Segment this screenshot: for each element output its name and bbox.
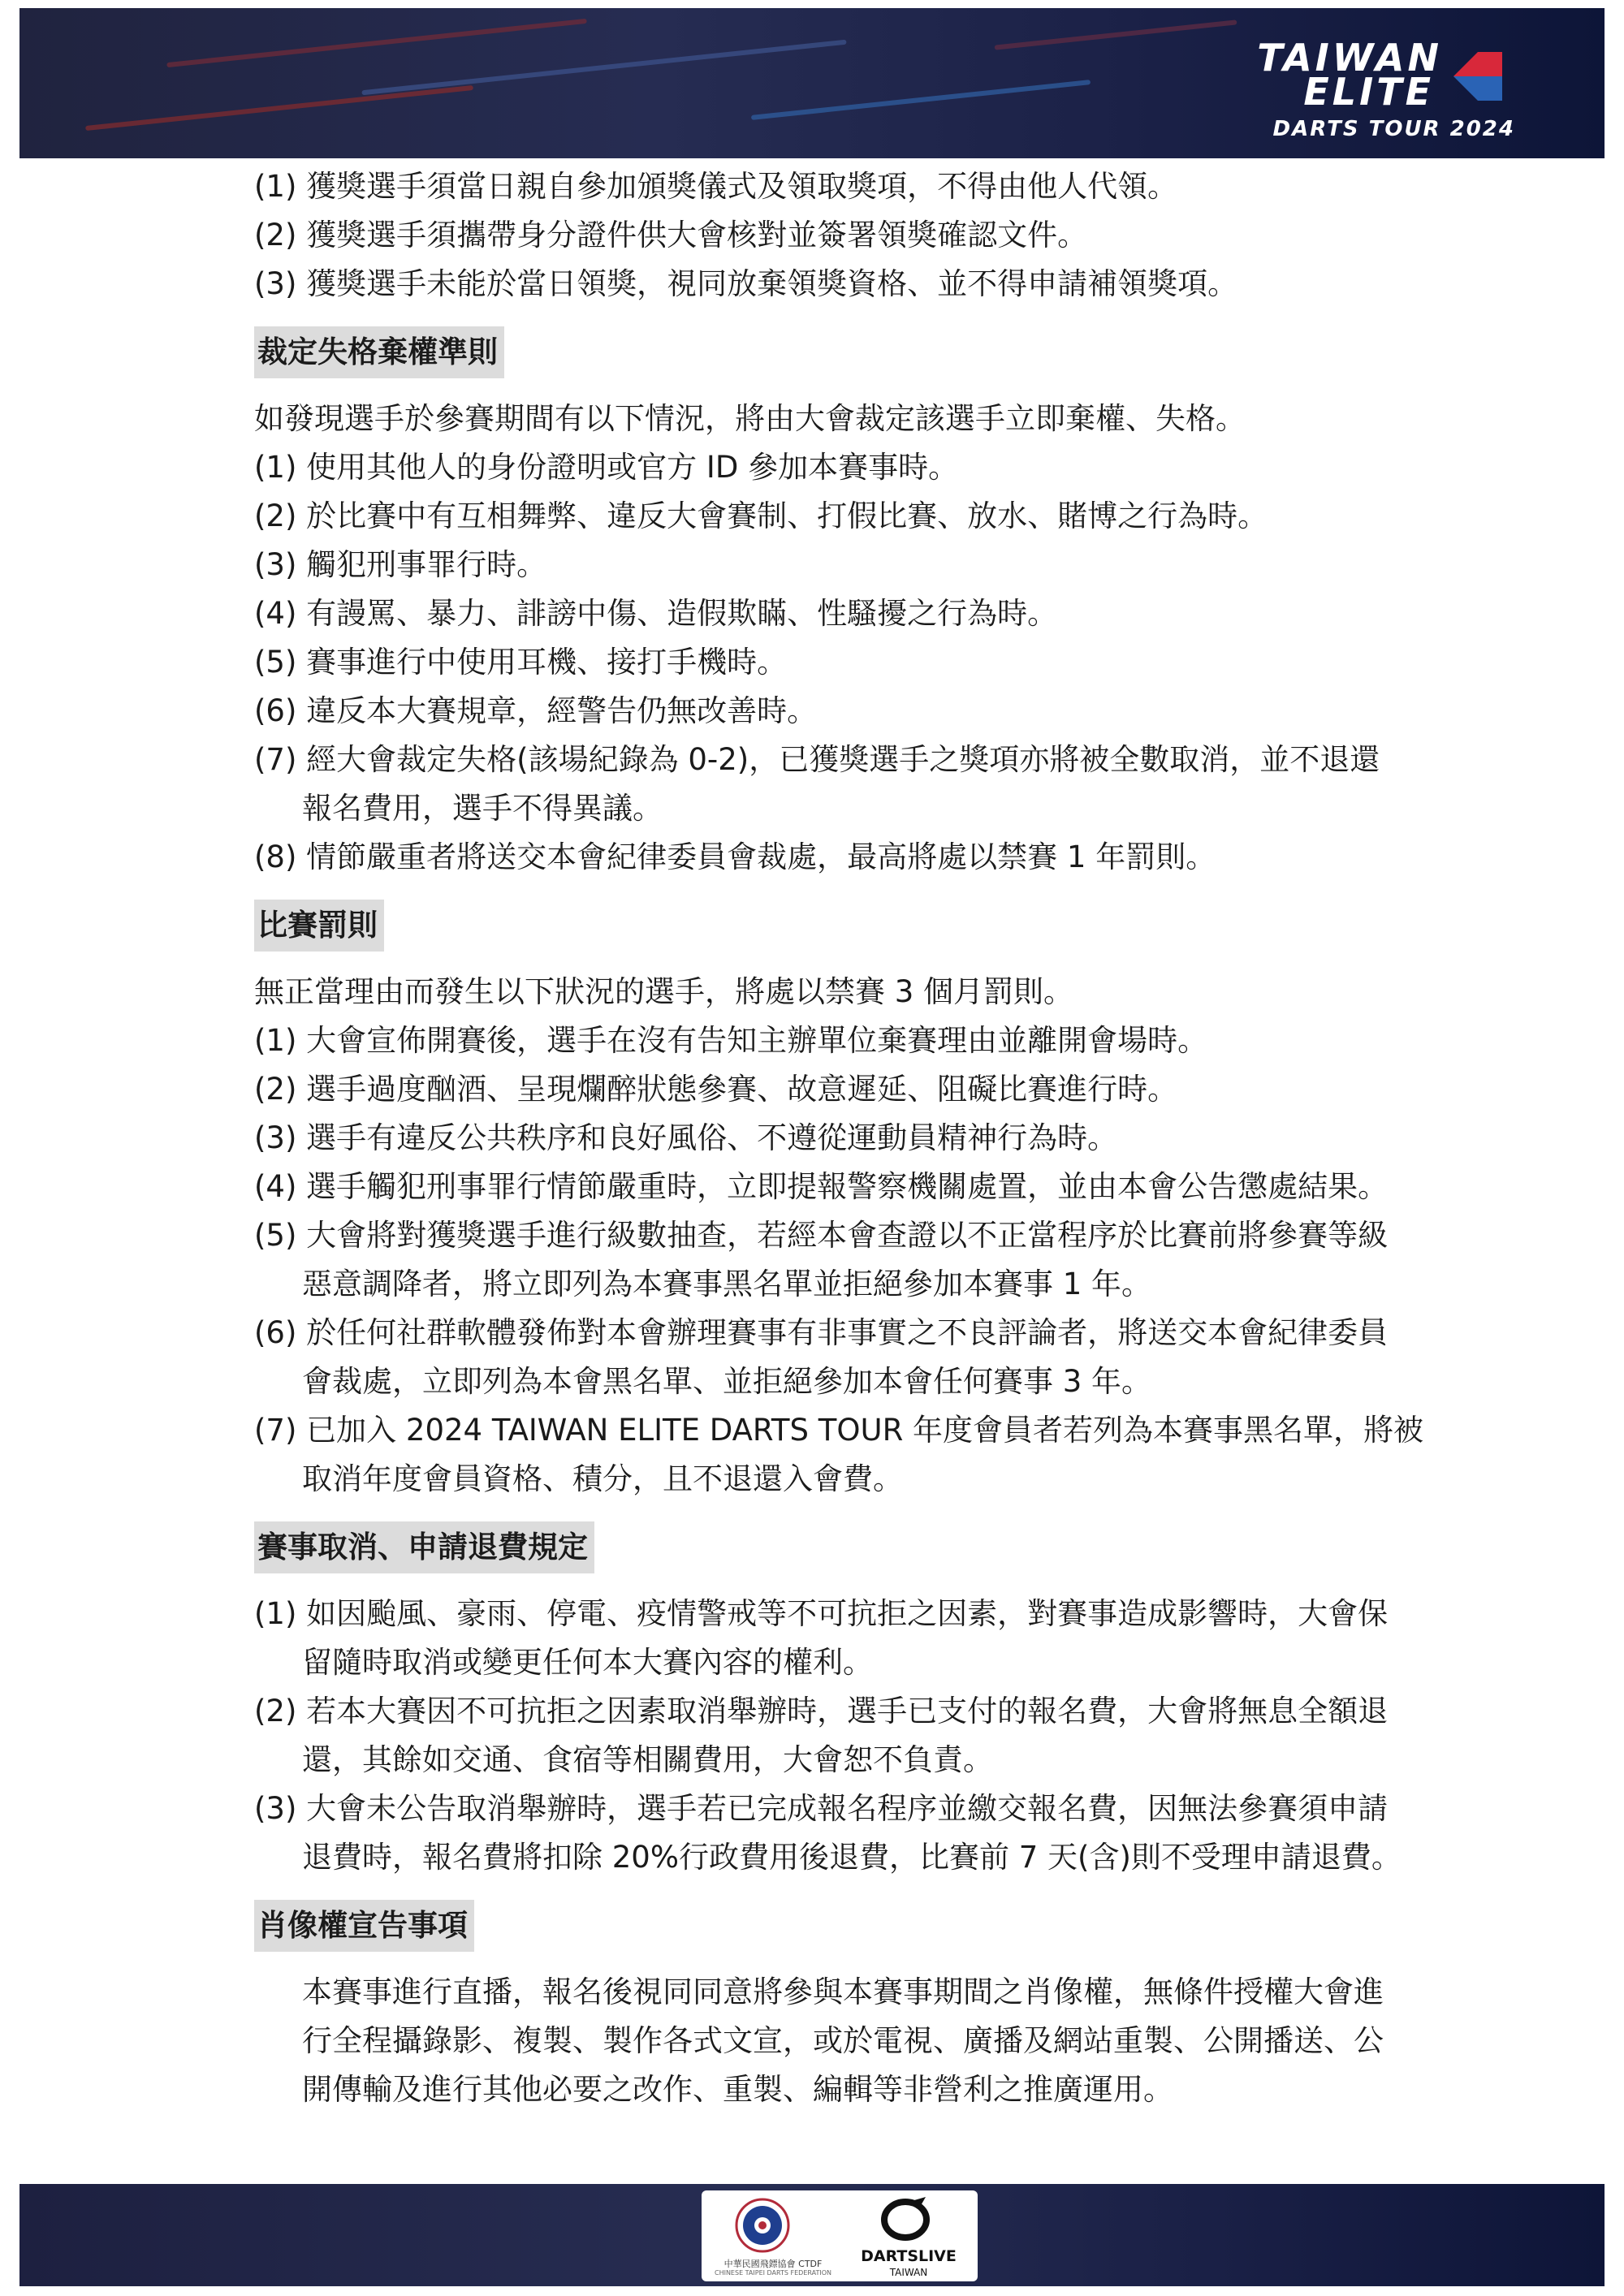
section-line: 惡意調降者，將立即列為本賽事黑名單並拒絕參加本賽事 1 年。 xyxy=(302,1267,1152,1301)
ctdf-sub: CHINESE TAIPEI DARTS FEDERATION xyxy=(714,2269,831,2277)
section-line: 本賽事進行直播，報名後視同同意將參與本賽事期間之肖像權，無條件授權大會進 xyxy=(302,1974,1384,2009)
section-title: 肖像權宣告事項 xyxy=(254,1900,474,1952)
logo-subtitle: DARTS TOUR 2024 xyxy=(1272,117,1515,141)
section-line: 留隨時取消或變更任何本大賽內容的權利。 xyxy=(302,1645,873,1680)
section-line: (2) 於比賽中有互相舞弊、違反大會賽制、打假比賽、放水、賭博之行為時。 xyxy=(254,498,1268,533)
logo-taiwan: TAIWAN xyxy=(1257,36,1442,80)
section-line: (2) 選手過度酗酒、呈現爛醉狀態參賽、故意遲延、阻礙比賽進行時。 xyxy=(254,1072,1178,1107)
section-line: 會裁處，立即列為本會黑名單、並拒絕參加本會任何賽事 3 年。 xyxy=(302,1364,1152,1399)
sections-container xyxy=(254,309,1488,2114)
section-line: (6) 違反本大賽規章，經警告仍無改善時。 xyxy=(254,693,818,728)
section-line: (1) 如因颱風、豪雨、停電、疫情警戒等不可抗拒之因素，對賽事造成影響時，大會保 xyxy=(254,1596,1389,1631)
ctdf-emblem-icon xyxy=(734,2197,791,2254)
logo-emblem-icon xyxy=(1445,44,1510,109)
section-line: (7) 經大會裁定失格(該場紀錄為 0-2)，已獲獎選手之獎項亦將被全數取消，並不退還 xyxy=(254,742,1380,777)
section-line: (1) 大會宣佈開賽後，選手在沒有告知主辦單位棄賽理由並離開會場時。 xyxy=(254,1023,1208,1058)
section-line: 退費時，報名費將扣除 20%行政費用後退費，比賽前 7 天(含)則不受理申請退費。 xyxy=(302,1840,1402,1875)
document-body xyxy=(254,162,1488,2114)
logo-elite: ELITE xyxy=(1303,70,1434,114)
section-line: (5) 賽事進行中使用耳機、接打手機時。 xyxy=(254,645,788,680)
section-line: (4) 有謾罵、暴力、誹謗中傷、造假欺瞞、性騷擾之行為時。 xyxy=(254,596,1058,631)
footer-banner xyxy=(19,2184,1605,2286)
banner-streak xyxy=(166,19,587,67)
ctdf-name: 中華民國飛鏢協會 CTDF xyxy=(723,2259,823,2269)
section-title: 比賽罰則 xyxy=(254,900,384,952)
section-line: (4) 選手觸犯刑事罪行情節嚴重時，立即提報警察機關處置，並由本會公告懲處結果。 xyxy=(254,1169,1389,1204)
section-line: 報名費用，選手不得異議。 xyxy=(302,791,663,826)
section-line: (7) 已加入 2024 TAIWAN ELITE DARTS TOUR 年度會員者若列為本賽事黑名單，將被 xyxy=(254,1413,1424,1448)
section-line: 如發現選手於參賽期間有以下情況，將由大會裁定該選手立即棄權、失格。 xyxy=(254,401,1246,436)
section-line: 還，其餘如交通、食宿等相關費用，大會恕不負責。 xyxy=(302,1742,993,1777)
section-line: (3) 選手有違反公共秩序和良好風俗、不遵從運動員精神行為時。 xyxy=(254,1120,1118,1155)
section-line: (3) 觸犯刑事罪行時。 xyxy=(254,547,547,582)
section-line: 取消年度會員資格、積分，且不退還入會費。 xyxy=(302,1461,903,1496)
section-line: (2) 若本大賽因不可抗拒之因素取消舉辦時，選手已支付的報名費，大會將無息全額退 xyxy=(254,1694,1389,1728)
section-line: (1) 使用其他人的身份證明或官方 ID 參加本賽事時。 xyxy=(254,450,959,485)
section-line: 行全程攝錄影、複製、製作各式文宣，或於電視、廣播及網站重製、公開播送、公 xyxy=(302,2023,1384,2058)
section-line: (3) 大會未公告取消舉辦時，選手若已完成報名程序並繳交報名費，因無法參賽須申請 xyxy=(254,1791,1389,1826)
section-line: (5) 大會將對獲獎選手進行級數抽查，若經本會查證以不正當程序於比賽前將參賽等級 xyxy=(254,1218,1389,1253)
section-line: (6) 於任何社群軟體發佈對本會辦理賽事有非事實之不良評論者，將送交本會紀律委員 xyxy=(254,1315,1389,1350)
header-banner xyxy=(19,8,1605,158)
banner-streak xyxy=(751,80,1091,120)
intro-line: (3) 獲獎選手未能於當日領獎，視同放棄領獎資格、並不得申請補領獎項。 xyxy=(254,266,1238,301)
section-line: 開傳輸及進行其他必要之改作、重製、編輯等非營利之推廣運用。 xyxy=(302,2072,1173,2107)
dartslive-name: DARTSLIVE xyxy=(861,2247,957,2265)
intro-line: (1) 獲獎選手須當日親自參加頒獎儀式及領取獎項，不得由他人代領。 xyxy=(254,169,1178,204)
section-title: 裁定失格棄權準則 xyxy=(254,326,504,378)
banner-streak xyxy=(85,85,473,131)
section-line: 無正當理由而發生以下狀況的選手，將處以禁賽 3 個月罰則。 xyxy=(254,974,1074,1009)
intro-line: (2) 獲獎選手須攜帶身分證件供大會核對並簽署領獎確認文件。 xyxy=(254,218,1088,252)
dartslive-sub: TAIWAN xyxy=(889,2267,928,2278)
section-line: (8) 情節嚴重者將送交本會紀律委員會裁處，最高將處以禁賽 1 年罰則。 xyxy=(254,839,1216,874)
banner-streak xyxy=(361,40,846,96)
section-title: 賽事取消、申請退費規定 xyxy=(254,1521,594,1573)
banner-streak xyxy=(995,19,1237,50)
tour-logo xyxy=(1223,36,1515,141)
sponsor-logos xyxy=(702,2190,978,2281)
dartslive-logo-icon xyxy=(879,2195,932,2244)
